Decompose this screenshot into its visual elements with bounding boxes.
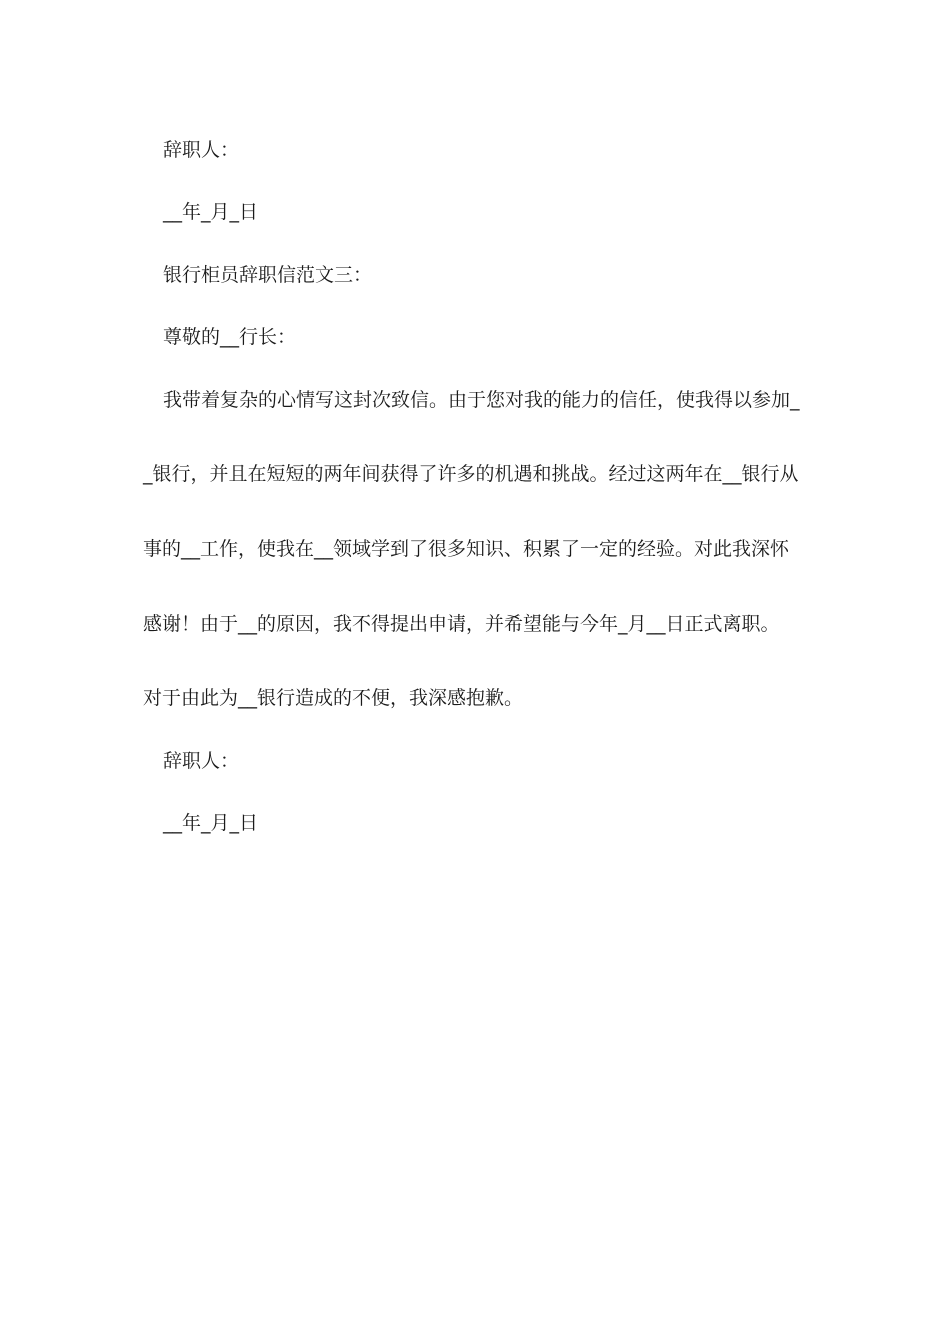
- body-line-2: _银行，并且在短短的两年间获得了许多的机遇和挑战。经过这两年在__银行从: [143, 463, 799, 485]
- date-line-2: __年_月_日: [163, 812, 259, 834]
- letter-heading: 银行柜员辞职信范文三：: [163, 264, 373, 286]
- signer-label-1: 辞职人：: [163, 139, 240, 161]
- salutation: 尊敬的__行长：: [163, 326, 297, 348]
- body-line-5: 对于由此为__银行造成的不便，我深感抱歉。: [143, 687, 524, 709]
- body-line-3: 事的__工作，使我在__领域学到了很多知识、积累了一定的经验。对此我深怀: [143, 538, 790, 560]
- body-line-4: 感谢！由于__的原因，我不得提出申请，并希望能与今年_月__日正式离职。: [143, 613, 780, 635]
- signer-label-2: 辞职人：: [163, 750, 240, 772]
- date-line-1: __年_月_日: [163, 201, 259, 223]
- body-line-1: 我带着复杂的心情写这封次致信。由于您对我的能力的信任，使我得以参加_: [163, 389, 800, 411]
